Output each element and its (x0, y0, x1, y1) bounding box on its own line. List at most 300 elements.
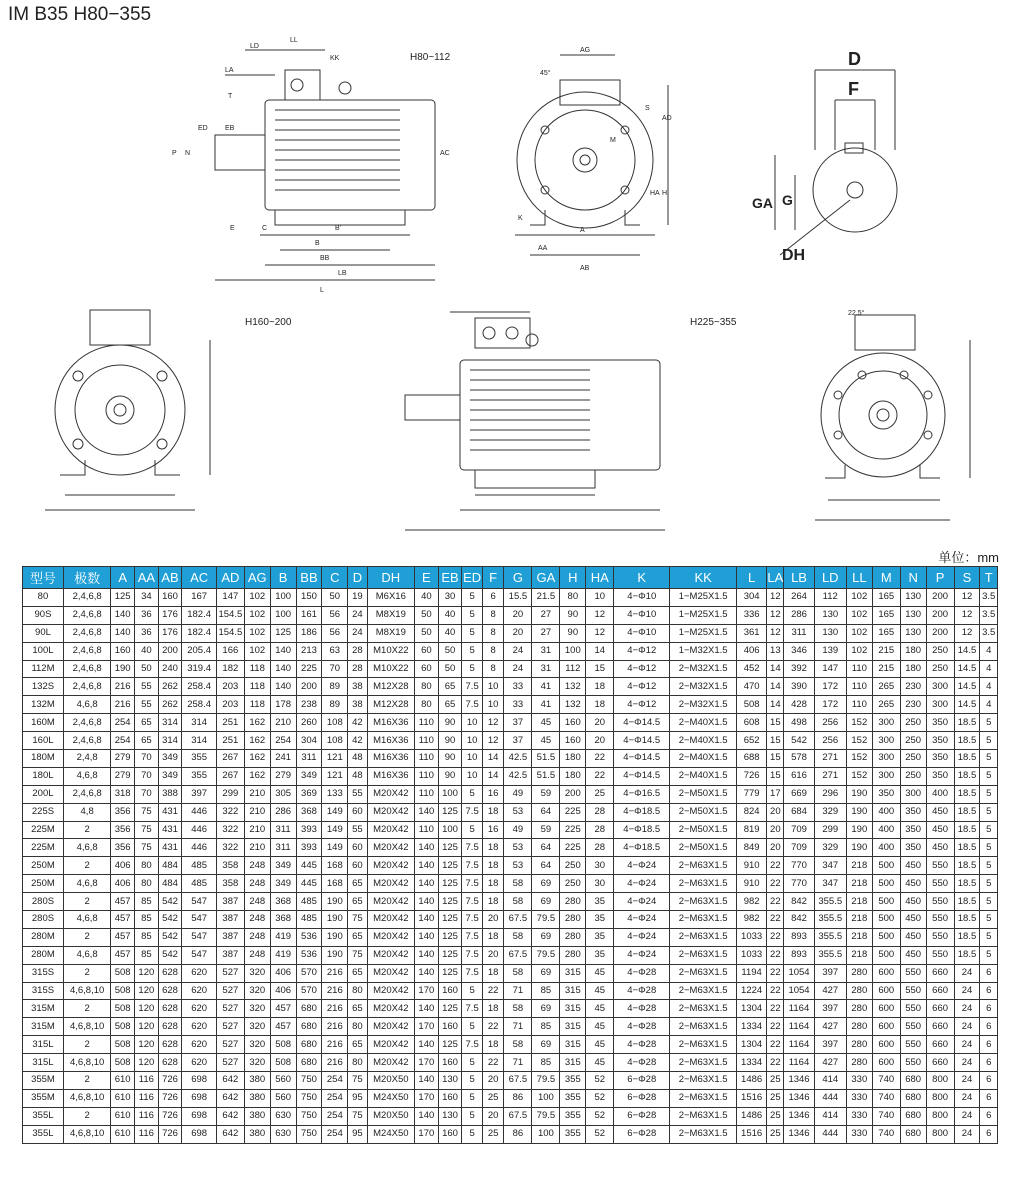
table-cell: 60 (348, 857, 367, 875)
table-cell: 6 (980, 1036, 998, 1054)
table-cell: 314 (182, 732, 216, 750)
table-cell: 2−M63X1.5 (670, 1036, 737, 1054)
column-header: HA (586, 567, 614, 589)
table-cell: 14 (767, 696, 784, 714)
table-cell: 160 (438, 1054, 462, 1072)
table-cell: 152 (846, 732, 872, 750)
table-cell: 698 (182, 1107, 216, 1125)
table-cell: 330 (846, 1125, 872, 1143)
table-cell: 4−Φ24 (614, 875, 670, 893)
table-cell: 350 (900, 821, 926, 839)
table-cell: 560 (270, 1072, 296, 1090)
table-cell: 4 (980, 660, 998, 678)
table-cell: 315 (560, 1018, 586, 1036)
table-cell: 140 (270, 660, 296, 678)
table-cell: 393 (296, 821, 322, 839)
table-cell: 300 (872, 750, 900, 768)
table-cell: 45 (586, 964, 614, 982)
table-cell: 18.5 (954, 732, 980, 750)
table-cell: 7.5 (462, 964, 482, 982)
table-cell: 75 (348, 1107, 367, 1125)
table-cell: 320 (244, 1036, 270, 1054)
table-cell: 4−Φ14.5 (614, 767, 670, 785)
table-cell: 250M (23, 857, 64, 875)
table-cell: 60 (348, 839, 367, 857)
spec-table (22, 566, 998, 1144)
table-cell: 4−Φ14.5 (614, 732, 670, 750)
table-cell: 457 (111, 893, 135, 911)
table-cell: 380 (244, 1072, 270, 1090)
table-cell: 67.5 (504, 1072, 532, 1090)
table-cell: 3.5 (980, 606, 998, 624)
table-cell: 85 (135, 928, 159, 946)
table-cell: 56 (322, 606, 348, 624)
table-cell: 299 (814, 821, 846, 839)
table-cell: 358 (216, 875, 244, 893)
table-cell: 161 (296, 606, 322, 624)
table-cell: 5 (462, 785, 482, 803)
table-cell: 52 (586, 1072, 614, 1090)
table-cell: 170 (415, 1018, 439, 1036)
table-cell: 380 (244, 1107, 270, 1125)
table-cell: 51.5 (532, 767, 560, 785)
column-header: AG (244, 567, 270, 589)
table-cell: 5 (462, 1054, 482, 1072)
table-cell: 160L (23, 732, 64, 750)
table-cell: 22 (482, 1018, 504, 1036)
table-cell: 28 (348, 642, 367, 660)
table-cell: 125 (111, 589, 135, 607)
table-cell: 2−M32X1.5 (670, 678, 737, 696)
table-cell: 260 (296, 714, 322, 732)
table-cell: 24 (954, 1072, 980, 1090)
table-cell: 392 (784, 660, 814, 678)
table-cell: 893 (784, 946, 814, 964)
column-header: DH (367, 567, 414, 589)
table-cell: 4−Φ12 (614, 660, 670, 678)
table-cell: 100 (532, 1089, 560, 1107)
table-cell: 225S (23, 803, 64, 821)
table-cell: 102 (846, 589, 872, 607)
table-cell: 608 (737, 714, 767, 732)
table-cell: 125 (438, 857, 462, 875)
table-cell: 355 (560, 1107, 586, 1125)
table-cell: 271 (814, 767, 846, 785)
table-cell: 35 (586, 928, 614, 946)
table-cell: 355.5 (814, 928, 846, 946)
table-cell: 110 (415, 732, 439, 750)
table-cell: 485 (182, 857, 216, 875)
table-cell: 4,6,8,10 (63, 1089, 110, 1107)
table-cell: 48 (348, 767, 367, 785)
column-header: C (322, 567, 348, 589)
table-cell: 230 (900, 678, 926, 696)
table-cell: 356 (111, 803, 135, 821)
table-cell: 35 (586, 946, 614, 964)
table-cell: 165 (872, 624, 900, 642)
table-cell: 79.5 (532, 946, 560, 964)
table-cell: 4,6,8 (63, 911, 110, 929)
table-cell: 570 (296, 964, 322, 982)
table-cell: 485 (296, 911, 322, 929)
table-row (23, 1072, 998, 1090)
table-cell: 347 (814, 857, 846, 875)
table-cell: 600 (872, 1036, 900, 1054)
table-cell: 71 (504, 1054, 532, 1072)
table-cell: 251 (216, 732, 244, 750)
table-cell: 393 (296, 839, 322, 857)
table-cell: 2−M63X1.5 (670, 857, 737, 875)
table-cell: 90L (23, 624, 64, 642)
table-cell: 12 (767, 606, 784, 624)
table-cell: 431 (158, 839, 182, 857)
label-h160-200: H160~200 (245, 317, 292, 328)
table-cell: 248 (244, 875, 270, 893)
table-cell: 5 (462, 660, 482, 678)
table-cell: 300 (872, 767, 900, 785)
table-cell: 166 (216, 642, 244, 660)
table-cell: 349 (270, 857, 296, 875)
table-cell: 180 (560, 750, 586, 768)
table-cell: 322 (216, 803, 244, 821)
table-cell: M16X36 (367, 767, 414, 785)
table-cell: 7.5 (462, 696, 482, 714)
table-cell: 4,8 (63, 803, 110, 821)
table-cell: 28 (348, 660, 367, 678)
table-cell: 210 (244, 803, 270, 821)
table-cell: 1−M25X1.5 (670, 606, 737, 624)
table-cell: 726 (158, 1107, 182, 1125)
table-cell: 600 (872, 982, 900, 1000)
table-cell: 133 (322, 785, 348, 803)
table-cell: 2−M40X1.5 (670, 750, 737, 768)
table-cell: 578 (784, 750, 814, 768)
table-cell: 380 (244, 1089, 270, 1107)
column-header: GA (532, 567, 560, 589)
table-cell: 550 (900, 1054, 926, 1072)
table-cell: 2,4,6,8 (63, 660, 110, 678)
table-cell: 6 (980, 982, 998, 1000)
shaft-label: G (782, 192, 793, 208)
table-cell: 22 (586, 750, 614, 768)
table-cell: 2−M50X1.5 (670, 785, 737, 803)
table-cell: 445 (296, 857, 322, 875)
table-cell: 251 (216, 714, 244, 732)
table-cell: 4,6,8,10 (63, 982, 110, 1000)
table-cell: 322 (216, 821, 244, 839)
table-cell: 542 (158, 893, 182, 911)
table-cell: 110 (846, 696, 872, 714)
table-row (23, 1018, 998, 1036)
table-cell: 116 (135, 1125, 159, 1143)
table-cell: 550 (926, 911, 954, 929)
table-cell: 116 (135, 1089, 159, 1107)
table-cell: 315L (23, 1054, 64, 1072)
table-cell: 4−Φ28 (614, 1018, 670, 1036)
table-cell: 79.5 (532, 911, 560, 929)
table-cell: 172 (814, 696, 846, 714)
table-cell: 150 (296, 589, 322, 607)
table-cell: 10 (462, 732, 482, 750)
table-cell: 304 (296, 732, 322, 750)
table-cell: 18.5 (954, 767, 980, 785)
table-cell: 15 (767, 767, 784, 785)
table-cell: 241 (270, 750, 296, 768)
table-cell: 355M (23, 1072, 64, 1090)
table-cell: 1054 (784, 982, 814, 1000)
dim-label: KK (330, 55, 340, 62)
table-cell: 178 (270, 696, 296, 714)
table-cell: 100 (560, 642, 586, 660)
table-cell: 65 (348, 928, 367, 946)
table-cell: 542 (784, 732, 814, 750)
table-cell: 4−Φ28 (614, 982, 670, 1000)
table-cell: 2−M50X1.5 (670, 839, 737, 857)
table-cell: 200 (560, 785, 586, 803)
table-cell: 315 (560, 1000, 586, 1018)
table-cell: 320 (244, 1018, 270, 1036)
table-cell: 500 (872, 875, 900, 893)
table-cell: 112 (814, 589, 846, 607)
table-cell: 4,6,8,10 (63, 1018, 110, 1036)
table-cell: 508 (737, 696, 767, 714)
table-cell: 16 (482, 785, 504, 803)
column-header: E (415, 567, 439, 589)
technical-drawing (0, 30, 1011, 550)
table-cell: 102 (244, 642, 270, 660)
table-cell: 2−M63X1.5 (670, 893, 737, 911)
table-cell: 168 (322, 875, 348, 893)
table-cell: 536 (296, 946, 322, 964)
table-cell: 12 (954, 606, 980, 624)
table-cell: 350 (926, 767, 954, 785)
table-cell: M24X50 (367, 1089, 414, 1107)
table-cell: 125 (438, 1036, 462, 1054)
table-cell: M20X42 (367, 928, 414, 946)
table-cell: 110 (415, 767, 439, 785)
table-cell: 149 (322, 821, 348, 839)
table-cell: 8 (482, 606, 504, 624)
table-cell: 319.4 (182, 660, 216, 678)
table-cell: 160 (560, 714, 586, 732)
table-cell: 35 (586, 893, 614, 911)
table-cell: 698 (182, 1125, 216, 1143)
table-cell: 18.5 (954, 946, 980, 964)
table-cell: 120 (135, 1000, 159, 1018)
table-cell: 680 (900, 1072, 926, 1090)
table-cell: 709 (784, 821, 814, 839)
table-cell: 230 (900, 696, 926, 714)
table-cell: 406 (111, 857, 135, 875)
table-cell: 167 (182, 589, 216, 607)
table-cell: 267 (216, 750, 244, 768)
table-cell: 20 (767, 821, 784, 839)
table-cell: 779 (737, 785, 767, 803)
table-cell: 750 (296, 1125, 322, 1143)
table-cell: 450 (900, 893, 926, 911)
table-cell: 1−M32X1.5 (670, 642, 737, 660)
table-cell: 149 (322, 803, 348, 821)
table-cell: 71 (504, 982, 532, 1000)
table-cell: 180L (23, 767, 64, 785)
table-cell: 65 (348, 1000, 367, 1018)
table-row (23, 1089, 998, 1107)
table-cell: 680 (296, 1000, 322, 1018)
table-cell: 400 (926, 785, 954, 803)
table-cell: 4−Φ28 (614, 1000, 670, 1018)
table-cell: 80 (415, 696, 439, 714)
table-cell: 414 (814, 1107, 846, 1125)
table-cell: 200L (23, 785, 64, 803)
table-cell: 620 (182, 1036, 216, 1054)
table-cell: 162 (244, 732, 270, 750)
table-cell: 24 (954, 982, 980, 1000)
table-cell: 1486 (737, 1107, 767, 1125)
table-cell: 64 (532, 803, 560, 821)
table-cell: 152 (846, 767, 872, 785)
table-row (23, 875, 998, 893)
table-cell: 80 (348, 1018, 367, 1036)
table-cell: 380 (244, 1125, 270, 1143)
table-cell: 58 (504, 928, 532, 946)
table-cell: 669 (784, 785, 814, 803)
table-cell: 300 (926, 678, 954, 696)
table-cell: 256 (814, 732, 846, 750)
table-cell: 10 (462, 767, 482, 785)
table-cell: 130 (814, 606, 846, 624)
table-cell: 329 (814, 839, 846, 857)
table-cell: 388 (158, 785, 182, 803)
table-cell: 397 (182, 785, 216, 803)
table-cell: 387 (216, 911, 244, 929)
table-cell: 6 (980, 1018, 998, 1036)
table-cell: 500 (872, 857, 900, 875)
table-cell: 90S (23, 606, 64, 624)
column-header: K (614, 567, 670, 589)
column-header: BB (296, 567, 322, 589)
table-cell: 18 (482, 839, 504, 857)
table-cell: M20X50 (367, 1072, 414, 1090)
table-cell: 311 (270, 821, 296, 839)
table-cell: 698 (182, 1072, 216, 1090)
table-cell: 70 (135, 750, 159, 768)
table-cell: 102 (244, 624, 270, 642)
table-cell: 24 (954, 1089, 980, 1107)
table-cell: 147 (814, 660, 846, 678)
table-cell: 7.5 (462, 857, 482, 875)
table-cell: 110 (846, 660, 872, 678)
table-cell: 63 (322, 642, 348, 660)
table-cell: 4−Φ18.5 (614, 803, 670, 821)
table-cell: 7.5 (462, 1000, 482, 1018)
table-cell: 140 (415, 1107, 439, 1125)
table-cell: 485 (296, 893, 322, 911)
table-cell: 628 (158, 1054, 182, 1072)
table-cell: 17 (767, 785, 784, 803)
table-row (23, 964, 998, 982)
table-cell: 125 (438, 964, 462, 982)
table-cell: 4−Φ12 (614, 642, 670, 660)
table-cell: 280 (560, 911, 586, 929)
front-view-small (515, 55, 668, 255)
table-cell: 508 (270, 1036, 296, 1054)
table-cell: 1164 (784, 1000, 814, 1018)
table-cell: 42.5 (504, 767, 532, 785)
table-cell: 397 (814, 964, 846, 982)
table-cell: 118 (244, 696, 270, 714)
table-cell: 205.4 (182, 642, 216, 660)
table-cell: 329 (814, 803, 846, 821)
table-cell: 279 (111, 767, 135, 785)
table-cell: 130 (900, 606, 926, 624)
table-cell: 770 (784, 857, 814, 875)
table-cell: 600 (872, 964, 900, 982)
table-cell: 216 (322, 1054, 348, 1072)
table-cell: 5 (462, 1018, 482, 1036)
table-cell: 616 (784, 767, 814, 785)
table-cell: 216 (322, 1036, 348, 1054)
table-cell: 58 (504, 875, 532, 893)
table-cell: 315S (23, 964, 64, 982)
table-cell: 1304 (737, 1036, 767, 1054)
table-cell: 65 (438, 678, 462, 696)
table-cell: 550 (926, 875, 954, 893)
column-header: AD (216, 567, 244, 589)
table-cell: 45 (586, 1054, 614, 1072)
table-row (23, 946, 998, 964)
table-cell: 311 (784, 624, 814, 642)
table-cell: 2−M40X1.5 (670, 767, 737, 785)
table-cell: 14 (586, 642, 614, 660)
table-cell: 168 (322, 857, 348, 875)
column-header: ED (462, 567, 482, 589)
table-cell: 550 (926, 893, 954, 911)
table-cell: 355 (560, 1089, 586, 1107)
table-cell: 140 (415, 964, 439, 982)
table-cell: 315L (23, 1036, 64, 1054)
dim-label: ED (198, 125, 208, 132)
table-cell: 116 (135, 1072, 159, 1090)
column-header: N (900, 567, 926, 589)
table-cell: 2−M63X1.5 (670, 946, 737, 964)
table-cell: 65 (348, 893, 367, 911)
table-cell: 300 (872, 732, 900, 750)
table-cell: 170 (415, 982, 439, 1000)
table-cell: 680 (296, 1018, 322, 1036)
table-cell: 660 (926, 1000, 954, 1018)
table-cell: 320 (244, 982, 270, 1000)
table-row (23, 750, 998, 768)
front-view-large (815, 315, 970, 520)
table-cell: 90 (438, 750, 462, 768)
table-cell: 59 (532, 821, 560, 839)
table-cell: 550 (926, 857, 954, 875)
table-cell: 7.5 (462, 946, 482, 964)
table-cell: 67.5 (504, 1107, 532, 1125)
table-cell: 4 (980, 642, 998, 660)
table-cell: 5 (980, 785, 998, 803)
table-cell: 450 (900, 875, 926, 893)
table-cell: 5 (462, 589, 482, 607)
table-cell: M24X50 (367, 1125, 414, 1143)
table-cell: 726 (158, 1072, 182, 1090)
table-cell: 750 (296, 1072, 322, 1090)
table-cell: 2 (63, 1072, 110, 1090)
table-cell: 450 (900, 857, 926, 875)
table-cell: 390 (784, 678, 814, 696)
table-cell: 280 (560, 946, 586, 964)
table-cell: 457 (270, 1018, 296, 1036)
